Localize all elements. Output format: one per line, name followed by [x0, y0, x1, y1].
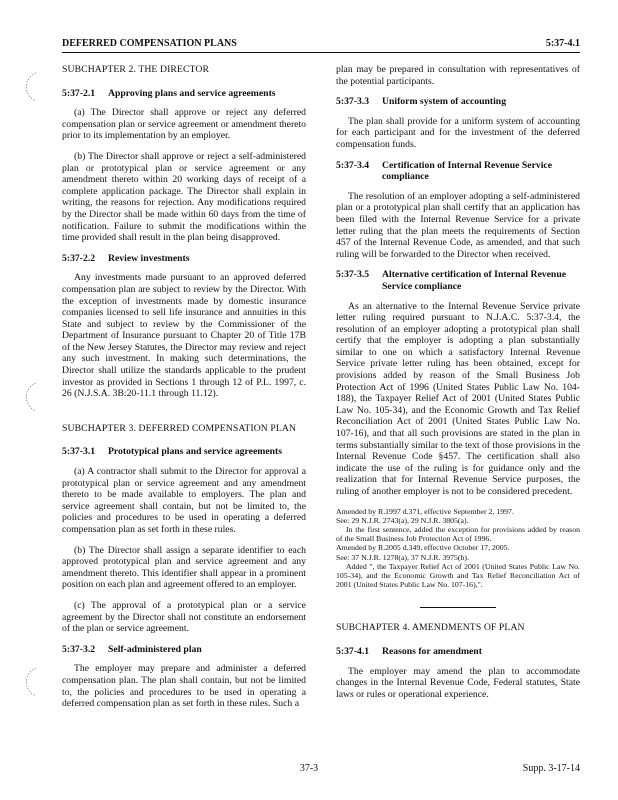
section-heading	[336, 646, 580, 658]
section-number: 5:37-3.5	[336, 269, 370, 281]
paragraph-continued: plan may be prepared in consultation with representatives of the potential participants.	[336, 64, 580, 87]
section-title: Review investments	[108, 252, 190, 264]
section-number: 5:37-3.2	[62, 643, 96, 655]
section-title: Self-administered plan	[108, 643, 202, 655]
section-number: 5:37-3.3	[336, 96, 370, 108]
section-heading	[336, 269, 580, 292]
amendment-note: Added ", the Taxpayer Relief Act of 2001 (United States Public Law No. 105-34), and the Economic Growth and Tax Relief Reconciliation Act of 2001 (United States Public Law No. 107-16),".	[336, 561, 580, 590]
section-number: 5:37-3.1	[62, 446, 96, 458]
running-header	[62, 38, 580, 53]
subchapter-heading: SUBCHAPTER 3. DEFERRED COMPENSATION PLAN	[62, 422, 297, 434]
section-heading	[336, 160, 580, 183]
paragraph: (a) A contractor shall submit to the Director for approval a prototypical plan or service agreement and any amendment thereto to be made available to employers. The plan and service agreement shall contain, but not be limited to, the policies and procedures to be used in operating a deferred compensation plan as set forth in these rules.	[62, 466, 306, 535]
section-number: 5:37-3.4	[336, 159, 370, 171]
section-title: Approving plans and service agreements	[108, 87, 276, 99]
paragraph: (b) The Director shall assign a separate identifier to each approved prototypical plan and service agreement and any amendment thereto. This identifier shall appear in a prominent position on each plan and agreement offered to an employer.	[62, 544, 306, 591]
header-section: 5:37-4.1	[545, 38, 580, 49]
left-column	[62, 64, 306, 719]
supplement-date: Supp. 3-17-14	[522, 763, 580, 774]
section-heading	[62, 88, 306, 100]
section-title: Prototypical plans and service agreements	[108, 446, 282, 458]
section-heading	[62, 253, 306, 265]
subchapter-heading: SUBCHAPTER 4. AMENDMENTS OF PLAN	[336, 622, 525, 634]
section-title: Alternative certification of Internal Revenue Service compliance	[382, 269, 567, 292]
amendment-note: See: 29 N.J.R. 2743(a), 29 N.J.R. 3805(a).	[336, 515, 469, 525]
paragraph: As an alternative to the Internal Revenue Service private letter ruling required pursuant to N.J.A.C. 5:37-3.4, the resolution of an employer adopting a prototypical plan shall certify that the employer is adopting a plan substantially similar to one on which a satisfactory Internal Revenue Service private letter ruling has been obtained, except for provisions added by reason of the Small Business Job Protection Act of 1996 (United States Public Law No. 104-188), the Taxpayer Relief Act of 2001 (United States Public Law No. 105-34), and the Economic Growth and Tax Relief Reconciliation Act of 2001 (United States Public Law No. 107-16), and that all such provisions are stated in the plan in terms substantially similar to the text of those provisions in the Internal Revenue Code §457. The certification shall also indicate the use of the ruling is for guidance only and the realization that for Internal Revenue Service purposes, the ruling of another employer is not to be considered precedent.	[336, 300, 580, 497]
amendment-note: Amended by R.1997 d.371, effective September 2, 1997.	[336, 506, 514, 516]
amendment-notes	[336, 507, 580, 590]
section-number: 5:37-2.1	[62, 87, 96, 99]
section-title: Certification of Internal Revenue Service compliance	[382, 159, 553, 183]
paragraph: (a) The Director shall approve or reject any deferred compensation plan or service agreement or amendment thereto prior to its implementation by an employer.	[62, 107, 306, 142]
section-title: Uniform system of accounting	[382, 96, 507, 108]
paragraph: The employer may prepare and administer a deferred compensation plan. The plan shall contain, but not be limited to, the policies and procedures to be used in operating a deferred compensation plan as set forth in these rules. Such a	[62, 663, 306, 710]
punch-hole-mark	[10, 70, 44, 104]
paragraph: (b) The Director shall approve or reject a self-administered plan or prototypical plan or service agreement or any amendment thereto within 20 working days of receipt of a complete application package. The Director shall explain in writing, the reasons for rejection. Any modifications required by the Director shall be made within 60 days from the time of notification. Failure to submit the modifications within the time provided shall result in the plan being disapproved.	[62, 150, 306, 244]
section-heading	[62, 446, 306, 458]
section-number: 5:37-4.1	[336, 646, 370, 658]
right-column	[336, 64, 580, 709]
section-heading	[336, 96, 580, 108]
section-number: 5:37-2.2	[62, 252, 96, 264]
paragraph: Any investments made pursuant to an approved deferred compensation plan are subject to review by the Director. With the exception of investments made by domestic insurance companies licensed to sell life insurance and annuities in this State and subject to review by the Commissioner of the Department of Insurance pursuant to Chapter 20 of Title 17B of the New Jersey Statutes, the Director may review and reject any such investment. In making such determinations, the Director shall utilize the standards applicable to the prudent investor as provided in Sections 1 through 12 of P.L. 1997, c. 26 (N.J.S.A. 3B:20-11.1 through 11.12).	[62, 272, 306, 400]
amendment-note: Amended by R.2005 d.349, effective October 17, 2005.	[336, 543, 510, 553]
amendment-note: See: 37 N.J.R. 1278(a), 37 N.J.R. 3975(b).	[336, 552, 469, 562]
paragraph: The resolution of an employer adopting a self-administered plan or a prototypical plan shall certify that an application has been filed with the Internal Revenue Service for a private letter ruling that the plan meets the requirements of Section 457 of the Internal Revenue Code, as amended, and that such ruling will be forwarded to the Director when received.	[336, 190, 580, 260]
punch-hole-mark	[10, 665, 44, 699]
page-number: 37-3	[299, 763, 319, 774]
punch-hole-mark	[10, 380, 44, 414]
paragraph: The plan shall provide for a uniform system of accounting for each participant and for the investment of the deferred compensation funds.	[336, 115, 580, 150]
section-heading	[62, 644, 306, 656]
header-title: DEFERRED COMPENSATION PLANS	[62, 38, 237, 49]
subchapter-heading: SUBCHAPTER 2. THE DIRECTOR	[62, 64, 210, 75]
amendment-note: In the first sentence, added the exception for provisions added by reason of the Small Business Job Protection Act of 1996.	[336, 525, 580, 544]
section-title: Reasons for amendment	[382, 646, 482, 658]
paragraph: (c) The approval of a prototypical plan or a service agreement by the Director shall not constitute an endorsement of the plan or service agreement.	[62, 599, 306, 635]
divider-rule	[420, 607, 496, 608]
paragraph: The employer may amend the plan to accommodate changes in the Internal Revenue Code, Federal statutes, State laws or rules or operational experience.	[336, 665, 580, 700]
